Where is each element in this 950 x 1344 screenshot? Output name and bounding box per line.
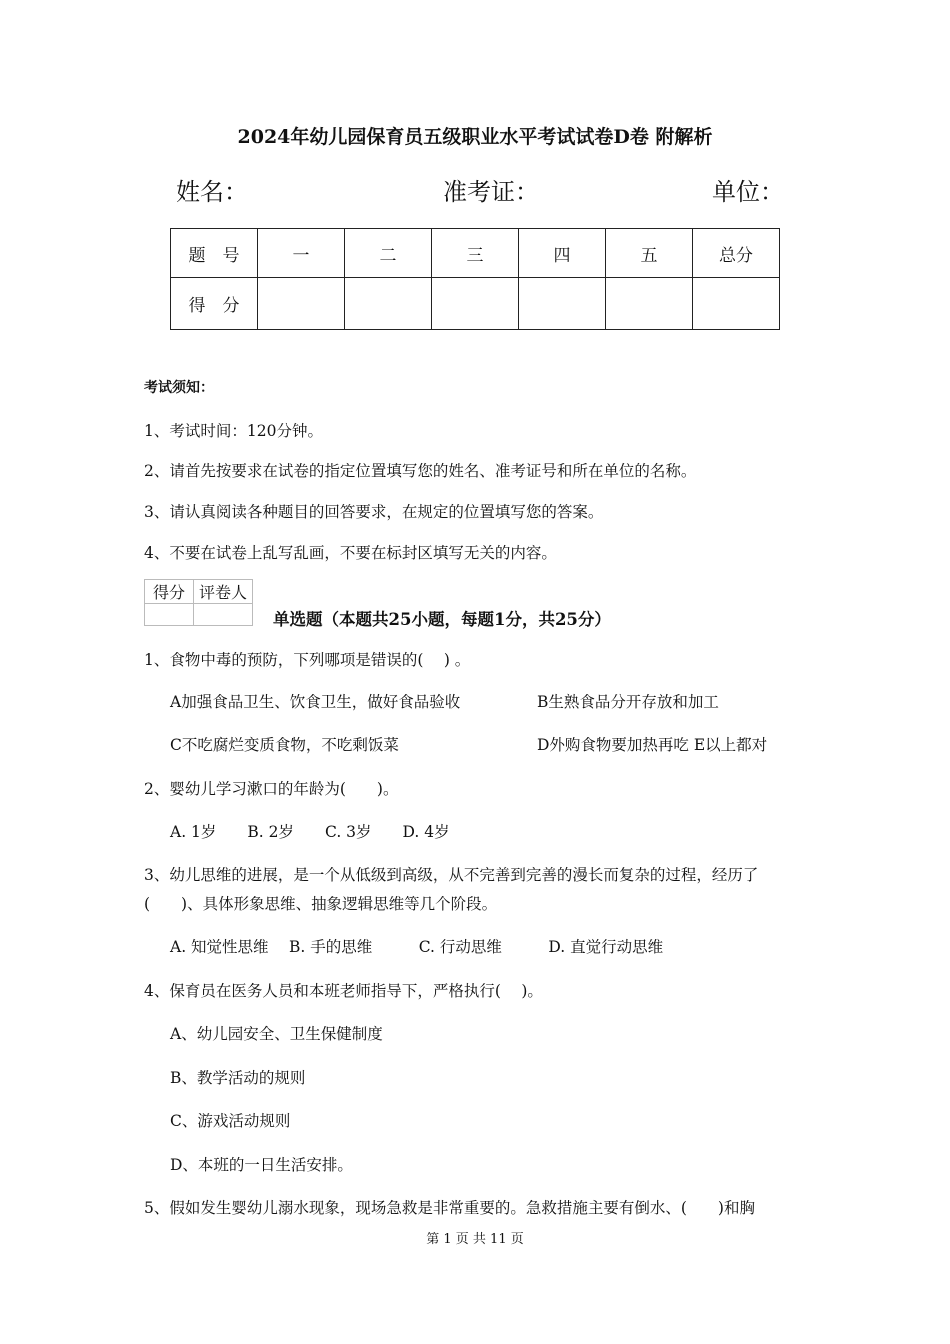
name-label: 姓名：: [176, 178, 248, 206]
score-row-label: 得 分: [171, 278, 258, 330]
score-blank: [693, 278, 780, 330]
question-4: 4、保育员在医务人员和本班老师指导下，严格执行( )。: [144, 982, 543, 1000]
score-cell-5: 五: [606, 229, 693, 278]
unit-label: 单位：: [712, 178, 784, 206]
option-c: C不吃腐烂变质食物，不吃剩饭菜: [170, 736, 399, 754]
page-title: 2024年幼儿园保育员五级职业水平考试试卷D卷 附解析: [237, 126, 713, 148]
notice-item: 3、请认真阅读各种题目的回答要求，在规定的位置填写您的答案。: [144, 503, 604, 521]
score-table: [170, 228, 780, 330]
question-3-options: A. 知觉性思维 B. 手的思维 C. 行动思维 D. 直觉行动思维: [170, 938, 664, 956]
notice-item: 4、不要在试卷上乱写乱画，不要在标封区填写无关的内容。: [144, 544, 557, 562]
score-blank: [432, 278, 519, 330]
question-1: 1、食物中毒的预防，下列哪项是错误的( ) 。: [144, 651, 471, 669]
grader-blank: [145, 604, 194, 626]
score-cell-4: 四: [519, 229, 606, 278]
question-2: 2、婴幼儿学习漱口的年龄为( )。: [144, 780, 399, 798]
notice-heading: 考试须知：: [144, 380, 214, 396]
question-3-cont: ( )、具体形象思维、抽象逻辑思维等几个阶段。: [144, 895, 498, 913]
score-cell-label: 题 号: [171, 229, 258, 278]
option-b: B、教学活动的规则: [170, 1069, 306, 1087]
notice-item: 2、请首先按要求在试卷的指定位置填写您的姓名、准考证号和所在单位的名称。: [144, 462, 697, 480]
option-a: A加强食品卫生、饮食卫生，做好食品验收: [170, 693, 461, 711]
score-blank: [258, 278, 345, 330]
option-b: B生熟食品分开存放和加工: [537, 693, 719, 711]
page-footer: 第 1 页 共 11 页: [426, 1232, 524, 1247]
question-3: 3、幼儿思维的进展，是一个从低级到高级，从不完善到完善的漫长而复杂的过程，经历了: [144, 866, 759, 884]
option-d: D外购食物要加热再吃 E以上都对: [537, 736, 768, 754]
score-blank: [519, 278, 606, 330]
grader-name-label: 评卷人: [194, 580, 253, 604]
option-d: D、本班的一日生活安排。: [170, 1156, 353, 1174]
question-2-options: A. 1岁 B. 2岁 C. 3岁 D. 4岁: [170, 823, 450, 841]
score-table-score-row: [171, 278, 780, 330]
score-cell-total: 总分: [693, 229, 780, 278]
grader-score-label: 得分: [145, 580, 194, 604]
section-title: 单选题（本题共25小题，每题1分，共25分）: [273, 610, 611, 629]
score-cell-2: 二: [345, 229, 432, 278]
question-5: 5、假如发生婴幼儿溺水现象，现场急救是非常重要的。急救措施主要有倒水、( )和胸: [144, 1199, 755, 1217]
exam-id-label: 准考证：: [443, 178, 539, 206]
score-blank: [345, 278, 432, 330]
score-cell-1: 一: [258, 229, 345, 278]
notice-item: 1、考试时间：120分钟。: [144, 422, 323, 440]
score-table-header-row: [171, 229, 780, 278]
score-cell-3: 三: [432, 229, 519, 278]
score-blank: [606, 278, 693, 330]
option-c: C、游戏活动规则: [170, 1112, 291, 1130]
grader-box: [144, 579, 253, 626]
grader-blank: [194, 604, 253, 626]
option-a: A、幼儿园安全、卫生保健制度: [170, 1025, 383, 1043]
